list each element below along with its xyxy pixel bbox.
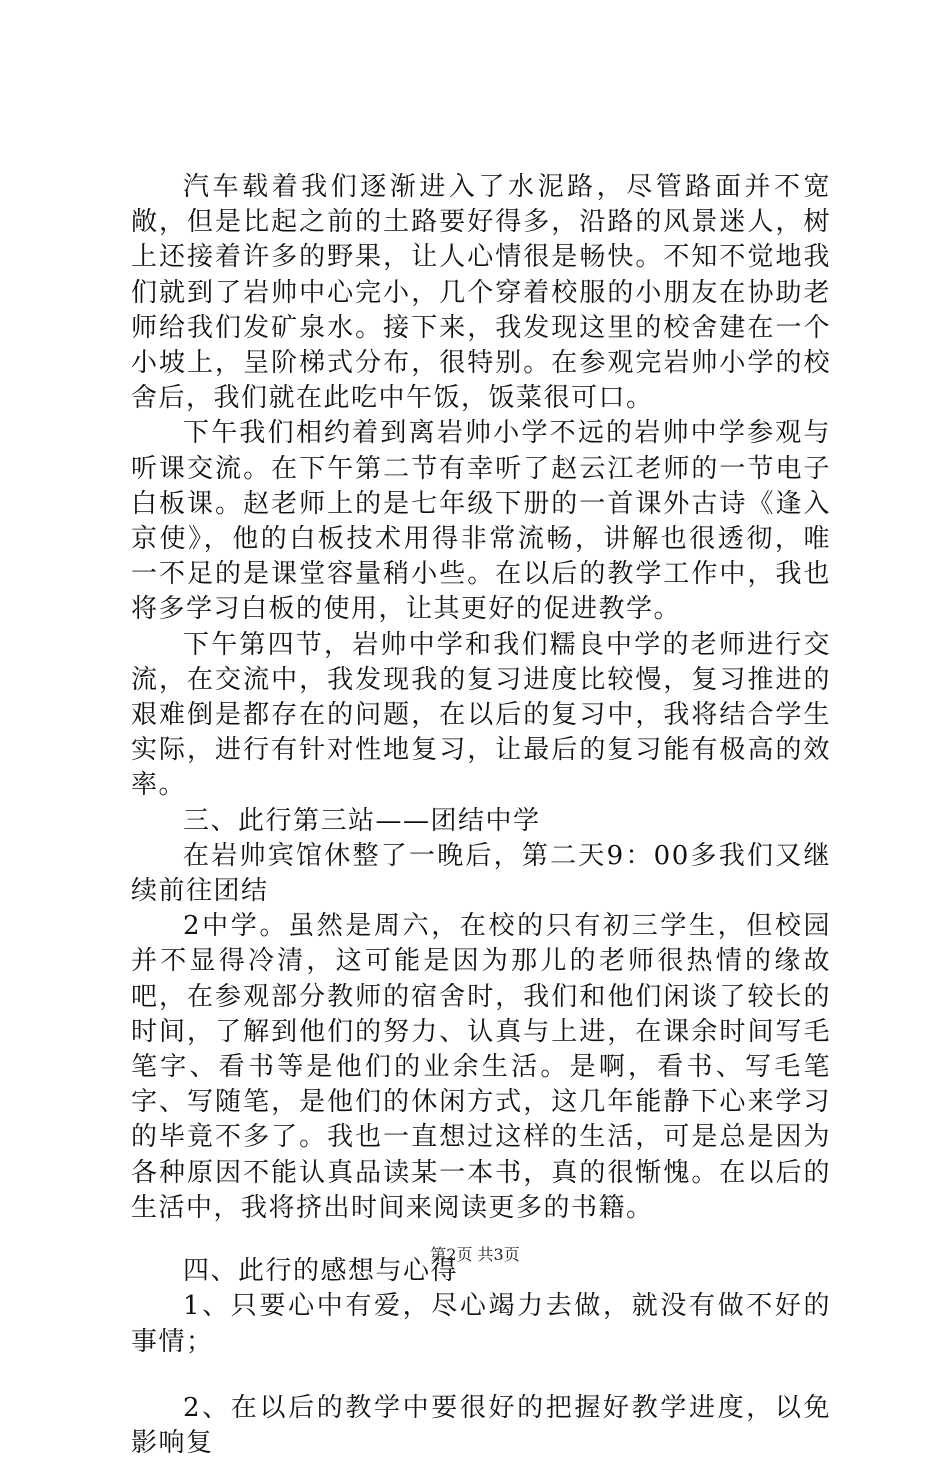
paragraph-fourth-period: 下午第四节，岩帅中学和我们糯良中学的老师进行交流，在交流中，我发现我的复习进度比较慢，复习推进的艰难倒是都存在的问题，在以后的复习中，我将结合学生实际，进行有针对性地复习，让最后的复习能有极高的效率。 [131,629,831,801]
paragraph-school-visit: 2中学。虽然是周六，在校的只有初三学生，但校园并不显得冷清，这可能是因为那儿的老师很热情的缘故吧，在参观部分教师的宿舍时，我们和他们闲谈了较长的时间，了解到他们的努力、认真与上进，在课余时间写毛笔字、看书等是他们的业余生活。是啊，看书、写毛笔字、写随笔，是他们的休闲方式，这几年能静下心来学习的毕竟不多了。我也一直想过这样的生活，可是总是因为各种原因不能认真品读某一本书，真的很惭愧。在以后的生活中，我将挤出时间来阅读更多的书籍。 [131,911,831,1223]
paragraph-bus-journey: 汽车载着我们逐渐进入了水泥路，尽管路面并不宽敞，但是比起之前的土路要好得多，沿路的风景迷人，树上还接着许多的野果，让人心情很是畅快。不知不觉地我们就到了岩帅中心完小，几个穿着校服的小朋友在协助老师给我们发矿泉水。接下来，我发现这里的校舍建在一个小坡上，呈阶梯式分布，很特别。在参观完岩帅小学的校舍后，我们就在此吃中午饭，饭菜很可口。 [131,172,831,414]
list-item-reflection-2: 2、在以后的教学中要很好的把握好教学进度，以免影响复 [131,1392,831,1458]
paragraph-afternoon-visit: 下午我们相约着到离岩帅小学不远的岩帅中学参观与听课交流。在下午第二节有幸听了赵云江老师的一节电子白板课。赵老师上的是七年级下册的一首课外古诗《逢入京使》，他的白板技术用得非常流畅，讲解也很透彻，唯一不足的是课堂容量稍小些。在以后的教学工作中，我也将多学习白板的使用，让其更好的促进教学。 [131,418,831,625]
section-heading-reflections: 四、此行的感想与心得 [183,1256,459,1287]
document-body [131,170,831,1461]
page-number-footer: 第2页 共3页 [430,1245,520,1264]
list-item-reflection-1: 1、只要心中有爱，尽心竭力去做，就没有做不好的事情； [131,1291,831,1357]
section-heading-third-stop: 三、此行第三站——团结中学 [183,805,541,836]
paragraph-next-day: 在岩帅宾馆休整了一晚后，第二天9：00多我们又继续前往团结 [131,840,831,907]
